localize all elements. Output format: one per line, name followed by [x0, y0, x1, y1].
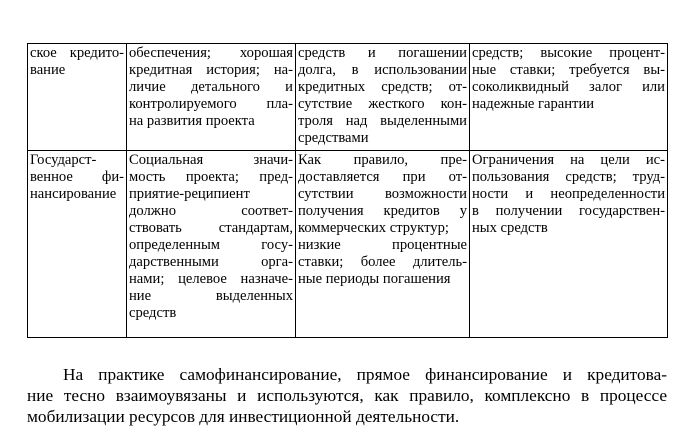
cell-line: троля над выделенными — [298, 113, 467, 129]
cell-line: доставляется при от- — [298, 169, 467, 185]
cell-line: ствовать стандартам, — [129, 220, 293, 236]
paragraph-line: На практике самофинансирование, прямое финансирование и кредитова- — [63, 365, 667, 384]
table-cell-disadvantages — [470, 44, 668, 151]
cell-line: низкие процентные — [298, 237, 467, 253]
cell-line: ные периоды погашения — [298, 271, 451, 287]
cell-line: сутствие жесткого кон- — [298, 96, 467, 112]
cell-line: соколиквидный залог или — [472, 79, 665, 95]
cell-line: средств — [129, 305, 177, 321]
cell-line: кредитная история; на- — [129, 62, 293, 78]
cell-line: личие детального и — [129, 79, 293, 95]
cell-line: нами; целевое назначе- — [129, 271, 293, 287]
cell-line: кредитных средств; от- — [298, 79, 467, 95]
cell-line: ставки; более длитель- — [298, 254, 467, 270]
table-row — [28, 151, 668, 338]
cell-line: средствами — [298, 130, 369, 146]
cell-line: Ограничения на цели ис- — [472, 152, 665, 168]
financing-comparison-table — [27, 43, 668, 338]
cell-line: пользования средств; труд- — [472, 169, 665, 185]
cell-line: надежные гарантии — [472, 96, 595, 112]
cell-line: приятие-реципиент — [129, 186, 250, 202]
cell-line: венное фи- — [30, 169, 124, 185]
cell-line: ности и неопределенности — [472, 186, 665, 202]
cell-line: должно соответ- — [129, 203, 293, 219]
cell-line: получения кредитов у — [298, 203, 467, 219]
body-paragraph — [27, 364, 667, 427]
cell-line: мость проекта; пред- — [129, 169, 293, 185]
paragraph-line: ние тесно взаимоувязаны и используются, как правило, комплексно в процессе — [27, 386, 667, 405]
cell-line: средств и погашении — [298, 45, 467, 61]
cell-line: обеспечения; хорошая — [129, 45, 293, 61]
cell-line: на развития проекта — [129, 113, 255, 129]
cell-line: ние выделенных — [129, 288, 293, 304]
cell-line: долга, в использовании — [298, 62, 467, 78]
cell-line: в получении государствен- — [472, 203, 665, 219]
table-cell-advantages — [127, 151, 296, 338]
cell-line: Государст- — [30, 152, 97, 168]
cell-line: дарственными орга- — [129, 254, 293, 270]
cell-line: вание — [30, 62, 66, 78]
cell-line: определенным госу- — [129, 237, 293, 253]
cell-line: сутствии возможности — [298, 186, 467, 202]
cell-line: нансирование — [30, 186, 117, 202]
table-cell-conditions — [296, 44, 470, 151]
table-cell-method — [28, 151, 127, 338]
table-cell-disadvantages — [470, 151, 668, 338]
cell-line: ных средств — [472, 220, 548, 236]
table-row — [28, 44, 668, 151]
cell-line: коммерческих структур; — [298, 220, 449, 236]
table-cell-conditions — [296, 151, 470, 338]
table-cell-method — [28, 44, 127, 151]
table-cell-advantages — [127, 44, 296, 151]
cell-line: контролируемого пла- — [129, 96, 293, 112]
cell-line: средств; высокие процент- — [472, 45, 665, 61]
paragraph-line: мобилизации ресурсов для инвестиционной деятельности. — [27, 407, 460, 426]
cell-line: ные ставки; требуется вы- — [472, 62, 665, 78]
cell-line: Социальная значи- — [129, 152, 293, 168]
cell-line: Как правило, пре- — [298, 152, 467, 168]
cell-line: ское кредито- — [30, 45, 124, 61]
